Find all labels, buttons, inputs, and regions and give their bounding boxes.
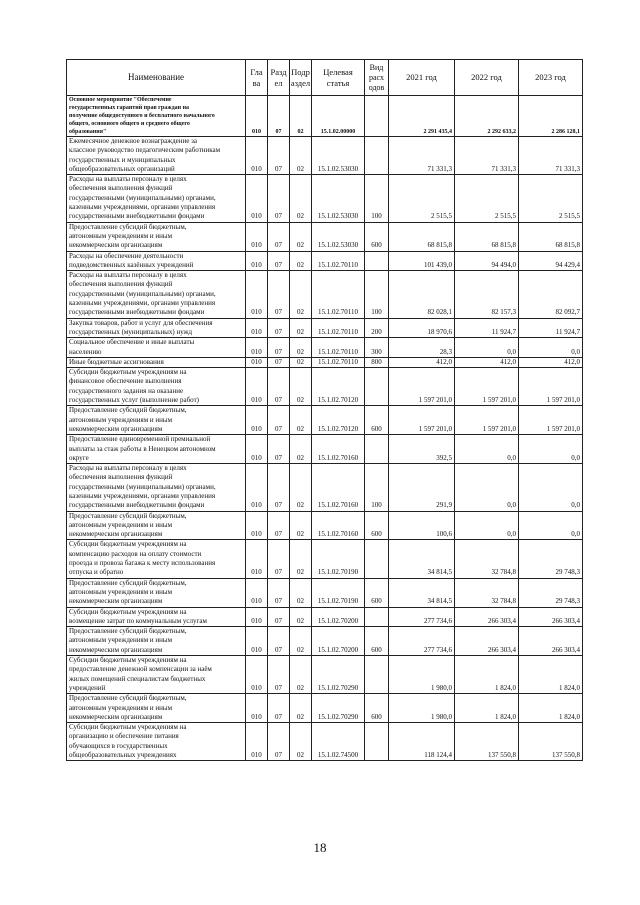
row-2022: 1 824,0 — [455, 694, 519, 723]
row-podrazdel: 02 — [290, 511, 312, 540]
row-2022: 0,0 — [455, 338, 519, 358]
row-glava: 010 — [246, 251, 268, 271]
row-razdel: 07 — [268, 96, 290, 137]
row-vid — [365, 137, 389, 175]
page-number: 18 — [313, 840, 327, 855]
row-razdel: 07 — [268, 368, 290, 406]
row-2022: 2 292 633,2 — [455, 96, 519, 137]
row-target: 15.1.02.70110 — [312, 338, 365, 358]
row-razdel: 07 — [268, 694, 290, 723]
row-2023: 1 824,0 — [519, 656, 583, 694]
row-name: Расходы на обеспечение деятельности подведомственных казённых учреждений — [67, 251, 246, 271]
row-razdel: 07 — [268, 338, 290, 358]
row-2023: 266 303,4 — [519, 607, 583, 627]
table-row — [67, 694, 583, 723]
row-razdel: 07 — [268, 435, 290, 464]
row-target: 15.1.02.70110 — [312, 357, 365, 367]
row-2022: 0,0 — [455, 464, 519, 511]
row-glava: 010 — [246, 607, 268, 627]
row-vid — [365, 251, 389, 271]
row-2022: 266 303,4 — [455, 607, 519, 627]
row-2021: 277 734,6 — [389, 607, 455, 627]
row-razdel: 07 — [268, 511, 290, 540]
row-target: 15.1.02.70190 — [312, 578, 365, 607]
row-name: Предоставление субсидий бюджетным, автономным учреждениям и иным некоммерческим организациям — [67, 406, 246, 435]
table-row — [67, 318, 583, 338]
row-2023: 0,0 — [519, 338, 583, 358]
table-row — [67, 175, 583, 222]
row-2023: 412,0 — [519, 357, 583, 367]
row-podrazdel: 02 — [290, 406, 312, 435]
row-target: 15.1.02.70200 — [312, 627, 365, 656]
row-2023: 137 550,8 — [519, 723, 583, 761]
table-row — [67, 656, 583, 694]
row-2022: 137 550,8 — [455, 723, 519, 761]
header-glava: Гла ва — [246, 60, 268, 96]
row-name: Расходы на выплаты персоналу в целях обеспечения выполнения функций государственными (муниципальными) органами, казенными учреждениями, органами управления государственными внебюджетными фондами — [67, 271, 246, 318]
row-podrazdel: 02 — [290, 96, 312, 137]
row-target: 15.1.02.70190 — [312, 540, 365, 578]
row-2023: 82 092,7 — [519, 271, 583, 318]
row-2023: 29 748,3 — [519, 540, 583, 578]
row-vid: 600 — [365, 627, 389, 656]
row-podrazdel: 02 — [290, 357, 312, 367]
row-razdel: 07 — [268, 271, 290, 318]
row-target: 15.1.02.70290 — [312, 656, 365, 694]
row-name: Субсидии бюджетным учреждениям на организацию и обеспечение питания обучающихся в государственных общеобразовательных учреждениях — [67, 723, 246, 761]
budget-table — [66, 59, 583, 761]
row-name: Субсидии бюджетным учреждениям на компенсацию расходов на оплату стоимости проезда и провоза багажа к месту использования отпуска и обратно — [67, 540, 246, 578]
table-row — [67, 96, 583, 137]
row-vid — [365, 607, 389, 627]
row-glava: 010 — [246, 723, 268, 761]
row-name: Субсидии бюджетным учреждениям на возмещение затрат по коммунальным услугам — [67, 607, 246, 627]
header-podrazdel: Подр аздел — [290, 60, 312, 96]
row-podrazdel: 02 — [290, 175, 312, 222]
row-podrazdel: 02 — [290, 318, 312, 338]
row-2021: 412,0 — [389, 357, 455, 367]
row-razdel: 07 — [268, 357, 290, 367]
row-2021: 68 815,8 — [389, 222, 455, 251]
row-2021: 82 028,1 — [389, 271, 455, 318]
table-row — [67, 511, 583, 540]
table-row — [67, 137, 583, 175]
row-name: Предоставление субсидий бюджетным, автономным учреждениям и иным некоммерческим организациям — [67, 627, 246, 656]
row-name: Ежемесячное денежное вознаграждение за классное руководство педагогическим работникам государственных и муниципальных общеобразовательных организаций — [67, 137, 246, 175]
row-podrazdel: 02 — [290, 222, 312, 251]
row-vid: 600 — [365, 222, 389, 251]
row-name: Иные бюджетные ассигнования — [67, 357, 246, 367]
row-name: Предоставление субсидий бюджетным, автономным учреждениям и иным некоммерческим организациям — [67, 694, 246, 723]
row-2021: 1 980,0 — [389, 694, 455, 723]
row-glava: 010 — [246, 406, 268, 435]
row-2022: 32 784,8 — [455, 578, 519, 607]
row-2023: 1 597 201,0 — [519, 368, 583, 406]
row-podrazdel: 02 — [290, 627, 312, 656]
row-target: 15.1.02.53030 — [312, 175, 365, 222]
row-2022: 1 597 201,0 — [455, 406, 519, 435]
row-name: Предоставление субсидий бюджетным, автономным учреждениям и иным некоммерческим организациям — [67, 222, 246, 251]
row-vid: 200 — [365, 318, 389, 338]
row-vid: 600 — [365, 406, 389, 435]
row-2022: 32 784,8 — [455, 540, 519, 578]
row-glava: 010 — [246, 175, 268, 222]
row-name: Расходы на выплаты персоналу в целях обеспечения выполнения функций государственными (муниципальными) органами, казенными учреждениями, органами управления государственными внебюджетными фондами — [67, 175, 246, 222]
row-glava: 010 — [246, 357, 268, 367]
table-row — [67, 464, 583, 511]
row-vid: 300 — [365, 338, 389, 358]
row-razdel: 07 — [268, 318, 290, 338]
table-row — [67, 222, 583, 251]
table-row — [67, 271, 583, 318]
row-2021: 291,9 — [389, 464, 455, 511]
row-vid — [365, 96, 389, 137]
row-glava: 010 — [246, 578, 268, 607]
row-2022: 94 494,0 — [455, 251, 519, 271]
row-glava: 010 — [246, 368, 268, 406]
row-glava: 010 — [246, 318, 268, 338]
table-row — [67, 435, 583, 464]
row-podrazdel: 02 — [290, 435, 312, 464]
row-razdel: 07 — [268, 222, 290, 251]
row-2023: 0,0 — [519, 511, 583, 540]
row-vid: 100 — [365, 175, 389, 222]
header-2022: 2022 год — [455, 60, 519, 96]
row-2022: 1 597 201,0 — [455, 368, 519, 406]
row-podrazdel: 02 — [290, 464, 312, 511]
row-2022: 68 815,8 — [455, 222, 519, 251]
row-glava: 010 — [246, 656, 268, 694]
table-header-row — [67, 60, 583, 96]
row-podrazdel: 02 — [290, 338, 312, 358]
row-vid — [365, 368, 389, 406]
row-2021: 1 597 201,0 — [389, 368, 455, 406]
row-2022: 11 924,7 — [455, 318, 519, 338]
row-vid: 600 — [365, 578, 389, 607]
row-2022: 2 515,5 — [455, 175, 519, 222]
row-razdel: 07 — [268, 607, 290, 627]
row-2021: 18 970,6 — [389, 318, 455, 338]
row-target: 15.1.02.70160 — [312, 511, 365, 540]
row-name: Социальное обеспечение и иные выплаты населению — [67, 338, 246, 358]
header-vid: Вид расх одов — [365, 60, 389, 96]
row-glava: 010 — [246, 137, 268, 175]
row-target: 15.1.02.70110 — [312, 318, 365, 338]
row-vid: 100 — [365, 464, 389, 511]
header-name: Наименование — [67, 60, 246, 96]
row-2023: 94 429,4 — [519, 251, 583, 271]
table-row — [67, 368, 583, 406]
row-name: Субсидии бюджетным учреждениям на финансовое обеспечение выполнения государственного задания на оказание государственных услуг (выполнение работ) — [67, 368, 246, 406]
row-podrazdel: 02 — [290, 723, 312, 761]
row-name: Предоставление субсидий бюджетным, автономным учреждениям и иным некоммерческим организациям — [67, 578, 246, 607]
row-podrazdel: 02 — [290, 694, 312, 723]
row-target: 15.1.02.70120 — [312, 368, 365, 406]
row-name: Предоставление субсидий бюджетным, автономным учреждениям и иным некоммерческим организациям — [67, 511, 246, 540]
row-name: Расходы на выплаты персоналу в целях обеспечения выполнения функций государственными (муниципальными) органами, казенными учреждениями, органами управления государственными внебюджетными фондами — [67, 464, 246, 511]
row-target: 15.1.02.53030 — [312, 222, 365, 251]
row-vid: 600 — [365, 511, 389, 540]
row-2022: 71 331,3 — [455, 137, 519, 175]
row-2023: 11 924,7 — [519, 318, 583, 338]
row-2022: 266 303,4 — [455, 627, 519, 656]
table-row — [67, 723, 583, 761]
row-2021: 101 439,0 — [389, 251, 455, 271]
header-razdel: Разд ел — [268, 60, 290, 96]
row-2021: 28,3 — [389, 338, 455, 358]
row-glava: 010 — [246, 627, 268, 656]
row-razdel: 07 — [268, 406, 290, 435]
row-razdel: 07 — [268, 627, 290, 656]
row-razdel: 07 — [268, 175, 290, 222]
row-2021: 392,5 — [389, 435, 455, 464]
row-2023: 0,0 — [519, 435, 583, 464]
row-target: 15.1.02.00000 — [312, 96, 365, 137]
table-row — [67, 627, 583, 656]
row-podrazdel: 02 — [290, 656, 312, 694]
row-vid: 800 — [365, 357, 389, 367]
row-2022: 82 157,3 — [455, 271, 519, 318]
row-glava: 010 — [246, 271, 268, 318]
row-target: 15.1.02.74500 — [312, 723, 365, 761]
row-2021: 34 814,5 — [389, 540, 455, 578]
row-2023: 29 748,3 — [519, 578, 583, 607]
table-row — [67, 251, 583, 271]
row-2021: 118 124,4 — [389, 723, 455, 761]
row-target: 15.1.02.70290 — [312, 694, 365, 723]
row-2022: 1 824,0 — [455, 656, 519, 694]
row-2022: 412,0 — [455, 357, 519, 367]
row-2021: 1 597 201,0 — [389, 406, 455, 435]
row-podrazdel: 02 — [290, 540, 312, 578]
row-2023: 2 515,5 — [519, 175, 583, 222]
row-razdel: 07 — [268, 578, 290, 607]
row-podrazdel: 02 — [290, 578, 312, 607]
row-target: 15.1.02.53030 — [312, 137, 365, 175]
row-glava: 010 — [246, 511, 268, 540]
row-glava: 010 — [246, 338, 268, 358]
row-2021: 100,6 — [389, 511, 455, 540]
header-target: Целевая статья — [312, 60, 365, 96]
row-razdel: 07 — [268, 464, 290, 511]
row-razdel: 07 — [268, 251, 290, 271]
row-razdel: 07 — [268, 137, 290, 175]
table-row — [67, 338, 583, 358]
row-2021: 1 980,0 — [389, 656, 455, 694]
table-row — [67, 578, 583, 607]
row-name: Предоставление единовременной премиальной выплаты за стаж работы в Ненецком автономном округе — [67, 435, 246, 464]
row-podrazdel: 02 — [290, 368, 312, 406]
row-2021: 34 814,5 — [389, 578, 455, 607]
row-vid — [365, 656, 389, 694]
row-name: Субсидии бюджетным учреждениям на предоставление денежной компенсации за наём жилых помещений специалистам бюджетных учреждений — [67, 656, 246, 694]
table-body — [67, 96, 583, 761]
row-glava: 010 — [246, 464, 268, 511]
row-glava: 010 — [246, 540, 268, 578]
row-podrazdel: 02 — [290, 137, 312, 175]
row-target: 15.1.02.70160 — [312, 464, 365, 511]
row-2021: 277 734,6 — [389, 627, 455, 656]
row-target: 15.1.02.70110 — [312, 251, 365, 271]
row-target: 15.1.02.70160 — [312, 435, 365, 464]
row-glava: 010 — [246, 222, 268, 251]
row-razdel: 07 — [268, 540, 290, 578]
row-glava: 010 — [246, 96, 268, 137]
row-glava: 010 — [246, 694, 268, 723]
row-name: Закупка товаров, работ и услуг для обеспечения государственных (муниципальных) нужд — [67, 318, 246, 338]
row-vid: 600 — [365, 694, 389, 723]
table-row — [67, 406, 583, 435]
row-podrazdel: 02 — [290, 271, 312, 318]
row-target: 15.1.02.70120 — [312, 406, 365, 435]
row-podrazdel: 02 — [290, 251, 312, 271]
table-row — [67, 540, 583, 578]
row-2022: 0,0 — [455, 435, 519, 464]
row-vid — [365, 723, 389, 761]
row-razdel: 07 — [268, 723, 290, 761]
table-row — [67, 357, 583, 367]
row-glava: 010 — [246, 435, 268, 464]
row-vid — [365, 435, 389, 464]
row-razdel: 07 — [268, 656, 290, 694]
row-2021: 2 515,5 — [389, 175, 455, 222]
row-2023: 1 597 201,0 — [519, 406, 583, 435]
header-2021: 2021 год — [389, 60, 455, 96]
row-2022: 0,0 — [455, 511, 519, 540]
row-2021: 2 291 435,4 — [389, 96, 455, 137]
row-2023: 1 824,0 — [519, 694, 583, 723]
row-2023: 71 331,3 — [519, 137, 583, 175]
header-2023: 2023 год — [519, 60, 583, 96]
row-name: Основное мероприятие "Обеспечение государственных гарантий прав граждан на получение общедоступного и бесплатного начального общего, основного общего и среднего общего образования" — [67, 96, 246, 137]
row-2023: 266 303,4 — [519, 627, 583, 656]
row-target: 15.1.02.70110 — [312, 271, 365, 318]
row-podrazdel: 02 — [290, 607, 312, 627]
row-2021: 71 331,3 — [389, 137, 455, 175]
row-2023: 68 815,8 — [519, 222, 583, 251]
table-row — [67, 607, 583, 627]
row-vid: 100 — [365, 271, 389, 318]
row-vid — [365, 540, 389, 578]
row-2023: 0,0 — [519, 464, 583, 511]
row-2023: 2 286 128,1 — [519, 96, 583, 137]
row-target: 15.1.02.70200 — [312, 607, 365, 627]
